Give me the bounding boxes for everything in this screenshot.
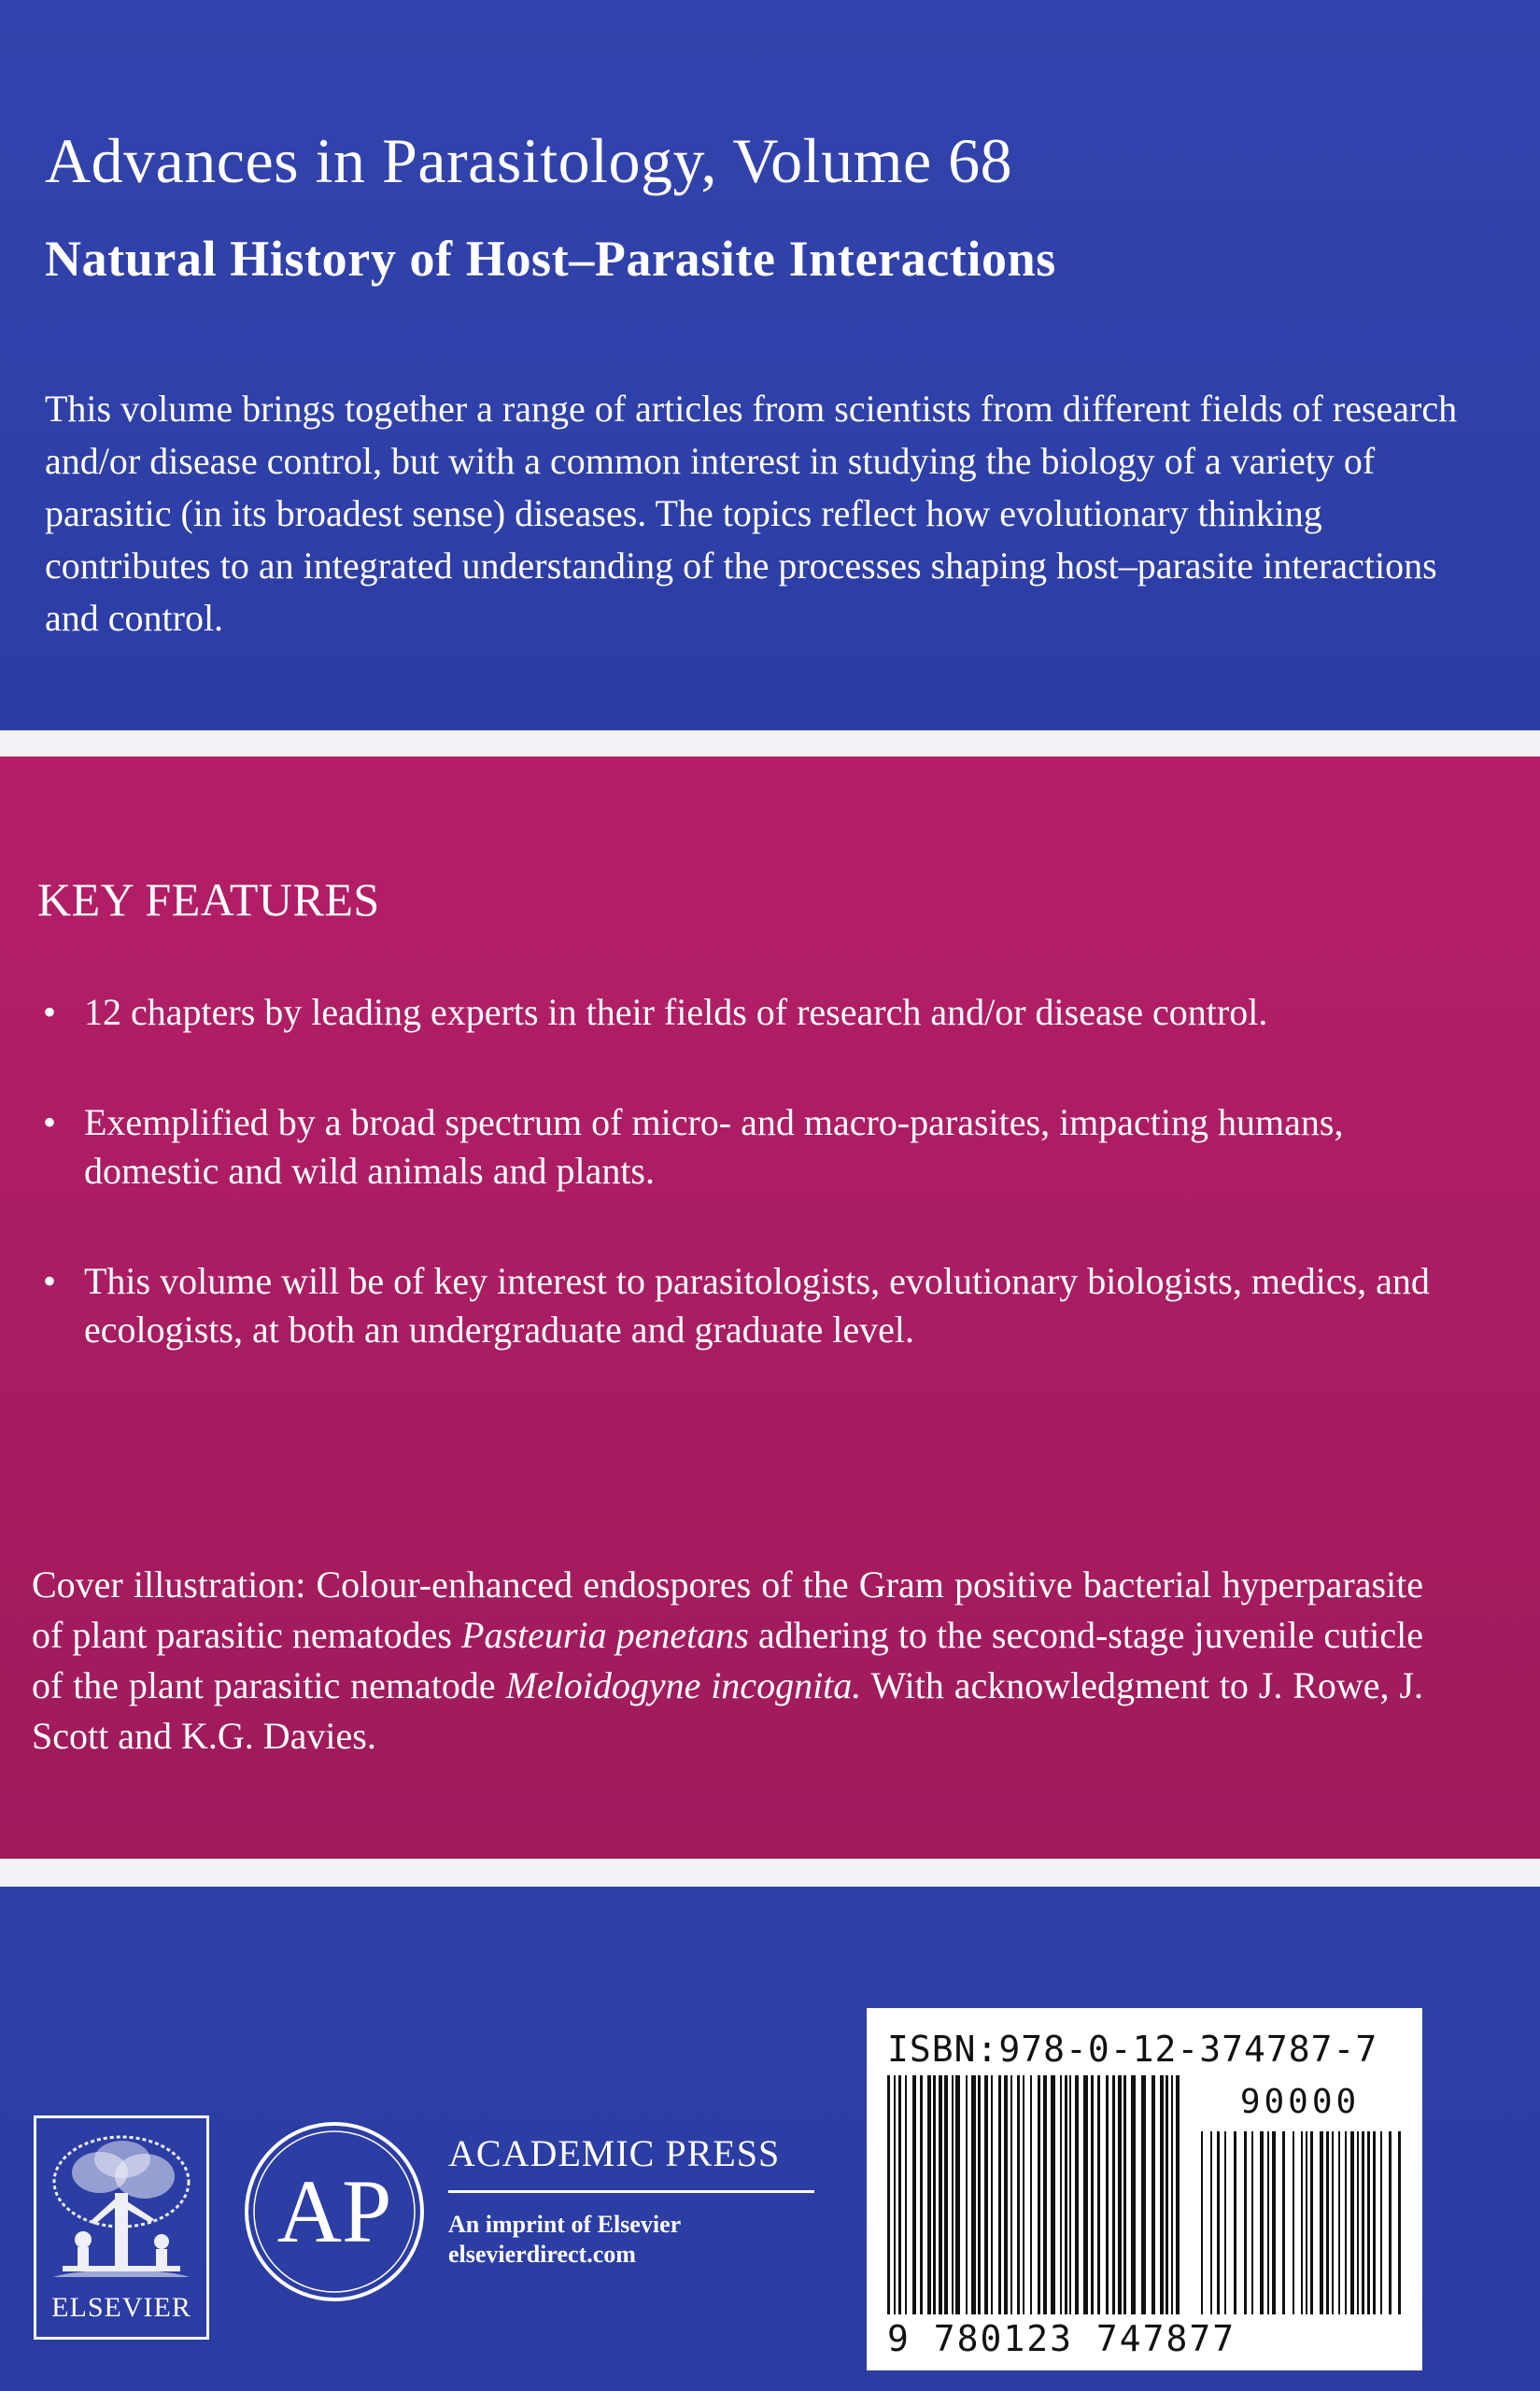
barcode-addon-bar [1326,2131,1329,2314]
feature-item [37,1257,1457,1354]
barcode-bar [1123,2075,1126,2314]
cover-credit-species-1: Pasteuria penetans [461,1614,749,1656]
barcode-bar [1017,2075,1020,2314]
barcode-addon-bar [1345,2131,1347,2314]
book-title: Advances in Parasitology, Volume 68 [45,125,1013,196]
key-features-section [0,757,1540,1859]
barcode-bar [1038,2075,1040,2314]
barcode-bar [939,2075,942,2314]
barcode-digits: 9 780123 747877 [887,2318,1236,2359]
elsevier-logo [34,2115,209,2340]
elsevier-tree-icon [44,2128,199,2286]
academic-press-logo-icon [241,2118,428,2305]
barcode-bar [1106,2075,1109,2314]
intro-paragraph [45,383,1483,644]
barcode-bar [971,2075,976,2314]
barcode-addon-digits: 90000 [1239,2083,1361,2121]
publisher-section [0,1887,1540,2391]
barcode-addon-bar [1332,2131,1334,2314]
bullet-icon: • [43,1101,57,1143]
barcode-bar [1118,2075,1122,2314]
barcode-bar [1065,2075,1067,2314]
barcode-bar [887,2075,890,2314]
feature-item [37,1098,1457,1196]
barcode-bar [1131,2075,1136,2314]
barcode-addon-bar [1380,2131,1382,2314]
barcode-bar [1060,2075,1062,2314]
barcode-bar [1010,2075,1012,2314]
barcode-addon-bar [1367,2131,1370,2314]
feature-text: This volume will be of key interest to parasitologists, evolutionary biologists, medics, and ecologists, at both an undergraduate and graduate level. [84,1260,1430,1351]
cover-credit-text-3: With acknowledgment to J. Rowe, J. Scott and K.G. Davies. [32,1664,1423,1757]
ap-monogram: AP [276,2161,392,2261]
barcode-addon-bar [1224,2131,1226,2314]
barcode-addon-bar [1201,2131,1203,2314]
barcode-bar [912,2075,916,2314]
barcode-addon-bar [1217,2131,1220,2314]
top-section [0,0,1540,729]
barcode-addon-bar [1210,2131,1212,2314]
barcode-bar [1083,2075,1088,2314]
barcode-bar [1004,2075,1008,2314]
bullet-icon: • [43,991,57,1033]
barcode-bar [1023,2075,1024,2314]
barcode-bar [1141,2075,1146,2314]
barcode-bar [1091,2075,1094,2314]
barcode-bar [898,2075,901,2314]
key-features-list [37,988,1457,1416]
barcode-bar [933,2075,936,2314]
barcode-bar [1151,2075,1155,2314]
barcode-bar [998,2075,1001,2314]
barcode-bar [1176,2075,1180,2314]
barcode-addon-bar [1244,2131,1247,2314]
barcode-addon-bar [1338,2131,1340,2314]
barcode-addon-bar [1398,2131,1401,2314]
barcode-addon-bar [1320,2131,1323,2314]
barcode-addon-bar [1350,2131,1354,2314]
barcode-bar [905,2075,907,2314]
barcode-bar [927,2075,931,2314]
barcode-bar [1112,2075,1115,2314]
barcode-addon-bar [1234,2131,1236,2314]
barcode-bar [1171,2075,1173,2314]
website-line: elsevierdirect.com [448,2241,636,2268]
barcode-bar [1097,2075,1100,2314]
barcode-box [867,2008,1422,2370]
barcode-bar [1166,2075,1168,2314]
barcode-addon-bar [1310,2131,1313,2314]
barcode-addon-bar [1272,2131,1276,2314]
barcode-bar [966,2075,968,2314]
barcode-bar [1160,2075,1164,2314]
barcode-addon-bar [1282,2131,1285,2314]
academic-press-name: ACADEMIC PRESS [448,2131,814,2193]
isbn-text: ISBN:978-0-12-374787-7 [887,2029,1378,2070]
barcode-bar [1051,2075,1055,2314]
barcode-bar [978,2075,981,2314]
separator-bottom [0,1859,1540,1887]
barcode-bar [955,2075,960,2314]
imprint-line: An imprint of Elsevier [448,2211,682,2238]
barcode-bar [952,2075,954,2314]
book-subtitle: Natural History of Host–Parasite Interactions [45,231,1056,287]
barcode-addon-bar [1301,2131,1303,2314]
key-features-heading: KEY FEATURES [37,873,380,926]
elsevier-label: ELSEVIER [51,2292,191,2323]
barcode-bar [984,2075,988,2314]
barcode-bar [894,2075,896,2314]
barcode-bar [1069,2075,1071,2314]
cover-credit-species-2: Meloidogyne incognita. [505,1664,862,1706]
academic-press-text [448,2131,814,2270]
intro-text: This volume brings together a range of articles from scientists from different fields of research and/or disease control, but with a common interest in studying the biology of a variety of parasitic (in its broadest sense) diseases. The topics reflect how evolutionary thinking contributes to an integrated understanding of the processes shaping host–parasite interactions and control. [45,388,1458,639]
cover-illustration-credit [32,1560,1423,1761]
barcode-addon-bar [1251,2131,1253,2314]
bullet-icon: • [43,1260,57,1302]
feature-item [37,988,1457,1037]
barcode-addon-bar [1373,2131,1376,2314]
barcode-bar [920,2075,923,2314]
barcode-bar [944,2075,948,2314]
feature-text: Exemplified by a broad spectrum of micro- and macro-parasites, impacting humans, domestic and wild animals and plants. [84,1101,1344,1192]
barcode-addon-bar [1306,2131,1307,2314]
barcode-addon-bar [1267,2131,1269,2314]
barcode-addon-bar [1293,2131,1294,2314]
cover-credit-text-1: Cover illustration: Colour-enhanced endospores of the Gram positive bacterial hyperparasite of plant parasitic nematodes [32,1563,1423,1656]
separator-top [0,730,1540,757]
barcode-addon-bar [1260,2131,1264,2314]
barcode-bar [1043,2075,1047,2314]
cover-credit-text-2: adhering to the second-stage juvenile cuticle of the plant parasitic nematode [32,1614,1424,1706]
barcode-bar [991,2075,993,2314]
barcode-addon-bar [1357,2131,1359,2314]
feature-text: 12 chapters by leading experts in their fields of research and/or disease control. [84,991,1268,1033]
barcode-addon-bar [1362,2131,1364,2314]
barcode-addon-bar [1389,2131,1392,2314]
barcode-bar [1030,2075,1032,2314]
barcode-bar [1075,2075,1079,2314]
